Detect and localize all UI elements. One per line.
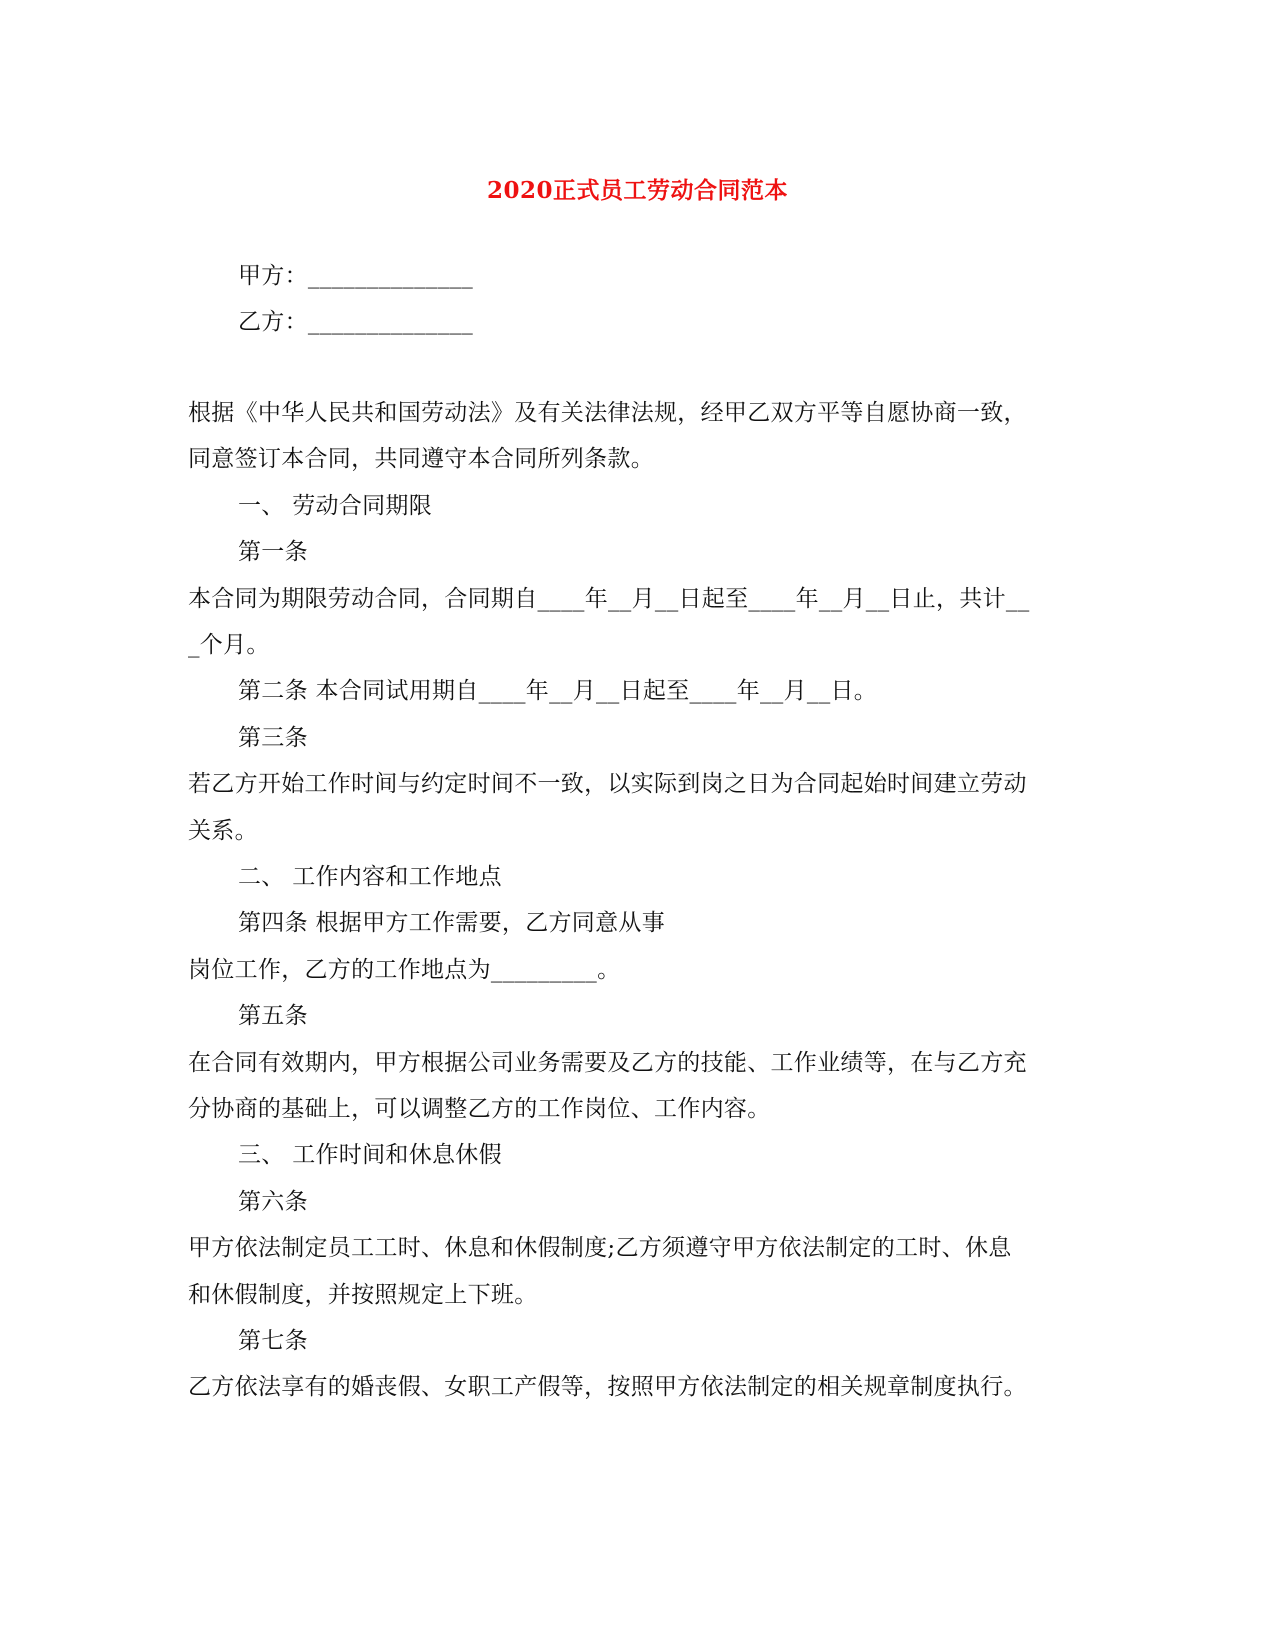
body-line: 若乙方开始工作时间与约定时间不一致，以实际到岗之日为合同起始时间建立劳动 [188, 771, 1027, 797]
document-title: 2020正式员工劳动合同范本 [486, 177, 788, 204]
body-line: 二、 工作内容和工作地点 [238, 864, 502, 890]
body-line: 三、 工作时间和休息休假 [238, 1142, 502, 1168]
body-line: 乙方依法享有的婚丧假、女职工产假等，按照甲方依法制定的相关规章制度执行。 [188, 1374, 1027, 1400]
party-b-line: 乙方：______________ [238, 309, 474, 335]
body-line: 第五条 [238, 1003, 308, 1029]
body-line: 根据《中华人民共和国劳动法》及有关法律法规，经甲乙双方平等自愿协商一致， [188, 400, 1027, 426]
body-line: 和休假制度，并按照规定上下班。 [188, 1282, 538, 1308]
body-line: 第七条 [238, 1328, 308, 1354]
body-line: 关系。 [188, 818, 258, 844]
body-line: 本合同为期限劳动合同，合同期自____年__月__日起至____年__月__日止，共计__ [188, 586, 1030, 612]
body-line: 在合同有效期内，甲方根据公司业务需要及乙方的技能、工作业绩等，在与乙方充 [188, 1050, 1027, 1076]
body-line: 岗位工作，乙方的工作地点为_________。 [188, 957, 621, 983]
body-line: 同意签订本合同，共同遵守本合同所列条款。 [188, 446, 654, 472]
body-line: 第三条 [238, 725, 308, 751]
body-line: 第四条 根据甲方工作需要，乙方同意从事 [238, 910, 666, 936]
body-line: 一、 劳动合同期限 [238, 493, 433, 519]
body-line: 第六条 [238, 1189, 308, 1215]
body-line: 分协商的基础上，可以调整乙方的工作岗位、工作内容。 [188, 1096, 771, 1122]
body-line: 甲方依法制定员工工时、休息和休假制度;乙方须遵守甲方依法制定的工时、休息 [188, 1235, 1012, 1261]
body-line: 第二条 本合同试用期自____年__月__日起至____年__月__日。 [238, 678, 878, 704]
body-line: _个月。 [188, 632, 270, 658]
party-a-line: 甲方：______________ [238, 263, 474, 289]
body-line: 第一条 [238, 539, 308, 565]
